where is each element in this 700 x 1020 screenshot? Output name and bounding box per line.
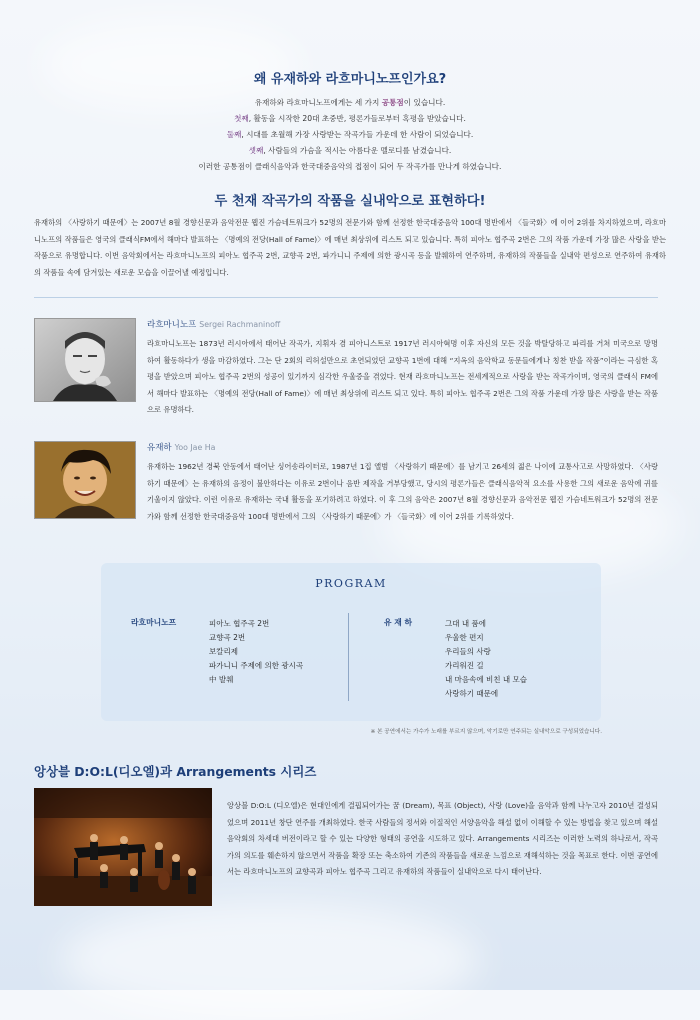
why-point-3-text: , 사람들의 가슴을 적시는 아름다운 멜로디를 남겼습니다. [263, 146, 452, 155]
rachmaninoff-title [147, 318, 658, 330]
two-composers-body: 유재하의 〈사랑하기 때문에〉는 2007년 8월 경향신문과 음악전문 웹진 가슴네트워크가 52명의 전문가와 함께 선정한 한국대중음악 100대 명반에서 〈들국화〉에 이어 2위를 차지하였으며, 라흐마니노프의 작품들은 영국의 클래식FM에서 해마다 발표하는 〈명예의 전당(Hall of Fame)〉에 매년 최상위에 리스트 되고 있습니다. 특히 피아노 협주곡 2번은 그의 작품 가운데 가장 많은 사랑을 받는 작품으로 유명합니다. 이번 음악회에서는 라흐마니노프의 피아노 협주곡 2번, 교향곡 2번, 파가니니 주제에 의한 광시곡 등을 발췌하여 연주하며, 유재하의 작품들을 실내악 편성으로 연주하여 유재하의 작품들 속에 담겨있는 새로운 모습을 이끌어낼 예정입니다. [34, 218, 667, 277]
background-cloud [60, 900, 480, 1020]
section-divider [34, 297, 658, 298]
program-left-label: 라흐마니노프 [131, 618, 177, 627]
yoo-jae-ha-text [147, 441, 658, 525]
why-section [0, 68, 700, 175]
yoo-jae-ha-title [147, 441, 658, 453]
why-closing: 이러한 공통점이 클래식음악과 한국대중음악의 접점이 되어 두 작곡가를 만나게 하였습니다. [198, 162, 502, 171]
yoo-jae-ha-name: 유재하 [147, 443, 172, 453]
why-point-1-label: 첫째 [234, 114, 249, 123]
why-line-1-suffix: 이 있습니다. [403, 98, 446, 107]
ensemble-concert-photo [34, 788, 212, 906]
program-item: 교향곡 2번 [209, 633, 246, 642]
two-composers-section [34, 190, 666, 281]
rachmaninoff-text [147, 318, 658, 419]
program-note: ※ 본 공연에서는 가수가 노래를 부르지 않으며, 악기로만 연주되는 실내악으로 구성되었습니다. [370, 729, 602, 735]
program-separator [348, 613, 349, 701]
program-title: PROGRAM [315, 577, 387, 590]
program-item: 사랑하기 때문에 [445, 689, 499, 698]
why-point-1 [0, 111, 700, 127]
program-item: 우울한 편지 [445, 633, 484, 642]
why-line-1-prefix: 유재하와 라흐마니노프에게는 세 가지 [254, 98, 382, 107]
rachmaninoff-name-en: Sergei Rachmaninoff [199, 320, 281, 329]
why-point-3-label: 셋째 [248, 146, 264, 155]
why-point-2-text: , 시대를 초월해 가장 사랑받는 작곡가들 가운데 한 사람이 되었습니다. [241, 130, 474, 139]
program-item: 그대 내 품에 [445, 619, 486, 628]
dol-title: 앙상블 D:O:L(디오엘)과 Arrangements 시리즈 [34, 764, 317, 779]
why-line-1 [0, 95, 700, 111]
rachmaninoff-name: 라흐마니노프 [147, 320, 197, 330]
program-right-list [445, 617, 527, 701]
rachmaninoff-portrait [34, 318, 136, 402]
program-item: 피아노 협주곡 2번 [209, 619, 270, 628]
rachmaninoff-body: 라흐마니노프는 1873년 러시아에서 태어난 작곡가, 지휘자 겸 피아니스트로 1917년 러시아혁명 이후 자신의 모든 것을 박탈당하고 파리를 거쳐 미국으로 망명하여 활동하다가 생을 마감하였다. 그는 단 2회의 리허설만으로 초연되었던 교향곡 1번에 대해 “지옥의 음악학교 동문들에게나 칭찬 받을 작품”이라는 극심한 혹평을 받았으며 피아노 협주곡 2번의 성공이 있기까지 심각한 우울증을 겪었다. 현재 라흐마니노프는 전세계적으로 사랑을 받는 작곡가이며, 영국의 클래식 FM에서 해마다 발표하는 〈명예의 전당(Hall of Fame)〉에 매년 최상위에 리스트 되고 있다. 특히 피아노 협주곡 2번은 그의 작품 가운데 가장 많은 사랑을 받는 작품으로 유명하다. [147, 339, 658, 414]
program-left-list [209, 617, 303, 687]
program-item: 中 발췌 [209, 675, 234, 684]
why-point-1-text: , 활동을 시작한 20대 초중반, 평론가들로부터 혹평을 받았습니다. [248, 114, 466, 123]
program-item: 파가니니 주제에 의한 광시곡 [209, 661, 304, 670]
why-point-3 [0, 143, 700, 159]
why-point-2-label: 둘째 [226, 130, 242, 139]
program-item: 우리들의 사랑 [445, 647, 491, 656]
program-item: 보칼리제 [209, 647, 238, 656]
why-highlight: 공통점 [381, 98, 404, 107]
dol-text [227, 798, 658, 881]
two-composers-title: 두 천재 작곡가의 작품을 실내악으로 표현하다! [214, 194, 486, 209]
program-item: 내 마음속에 비친 내 모습 [445, 675, 527, 684]
program-box [101, 563, 601, 721]
yoo-jae-ha-name-en: Yoo Jae Ha [174, 443, 216, 452]
yoo-jae-ha-portrait [34, 441, 136, 519]
dol-body: 앙상블 D:O:L (디오엘)은 현대인에게 결핍되어가는 꿈 (Dream), 목표 (Object), 사랑 (Love)을 음악과 함께 나누고자 2010년 결성되었으며 2011년 창단 연주를 개최하였다. 한국 사람들의 정서와 이질적인 서양음악을 해설 없이 이해할 수 있는 방법을 찾고 있으며 해설음악회의 차세대 버전이라고 할 수 있는 다양한 형태의 공연을 시도하고 있다. Arrangements 시리즈는 이러한 노력의 하나로서, 작곡가의 의도를 훼손하지 않으면서 작품을 확장 또는 축소하여 기존의 작품들을 새로운 느낌으로 재해석하는 것을 목표로 한다. 이번 공연에서는 라흐마니노프의 교향곡과 피아노 협주곡 그리고 유재하의 작품들이 실내악으로 다시 태어난다. [227, 801, 658, 876]
program-right-label: 유 재 하 [384, 618, 413, 627]
why-title: 왜 유재하와 라흐마니노프인가요? [253, 72, 447, 87]
why-point-2 [0, 127, 700, 143]
yoo-jae-ha-body: 유재하는 1962년 경북 안동에서 태어난 싱어송라이터로, 1987년 1집 앨범 〈사랑하기 때문에〉를 남기고 26세의 젊은 나이에 교통사고로 사망하였다. 〈사랑하기 때문에〉는 유재하의 음정이 불안하다는 이유로 2번이나 음반 제작을 거부당했고, 당시의 평론가들은 클래식음악적 요소를 사용한 그의 새로운 음악에 귀를 기울이지 않았다. 이런 이유로 유재하는 국내 활동을 포기하려고 하였다. 이 후 그의 음악은 2007년 8월 경향신문과 음악전문 웹진 가슴네트워크가 52명의 전문가와 함께 선정한 한국대중음악 100대 명반에서 그의 〈사랑하기 때문에〉가 〈들국화〉에 이어 2위를 기록하였다. [147, 462, 658, 521]
program-item: 가리워진 길 [445, 661, 484, 670]
